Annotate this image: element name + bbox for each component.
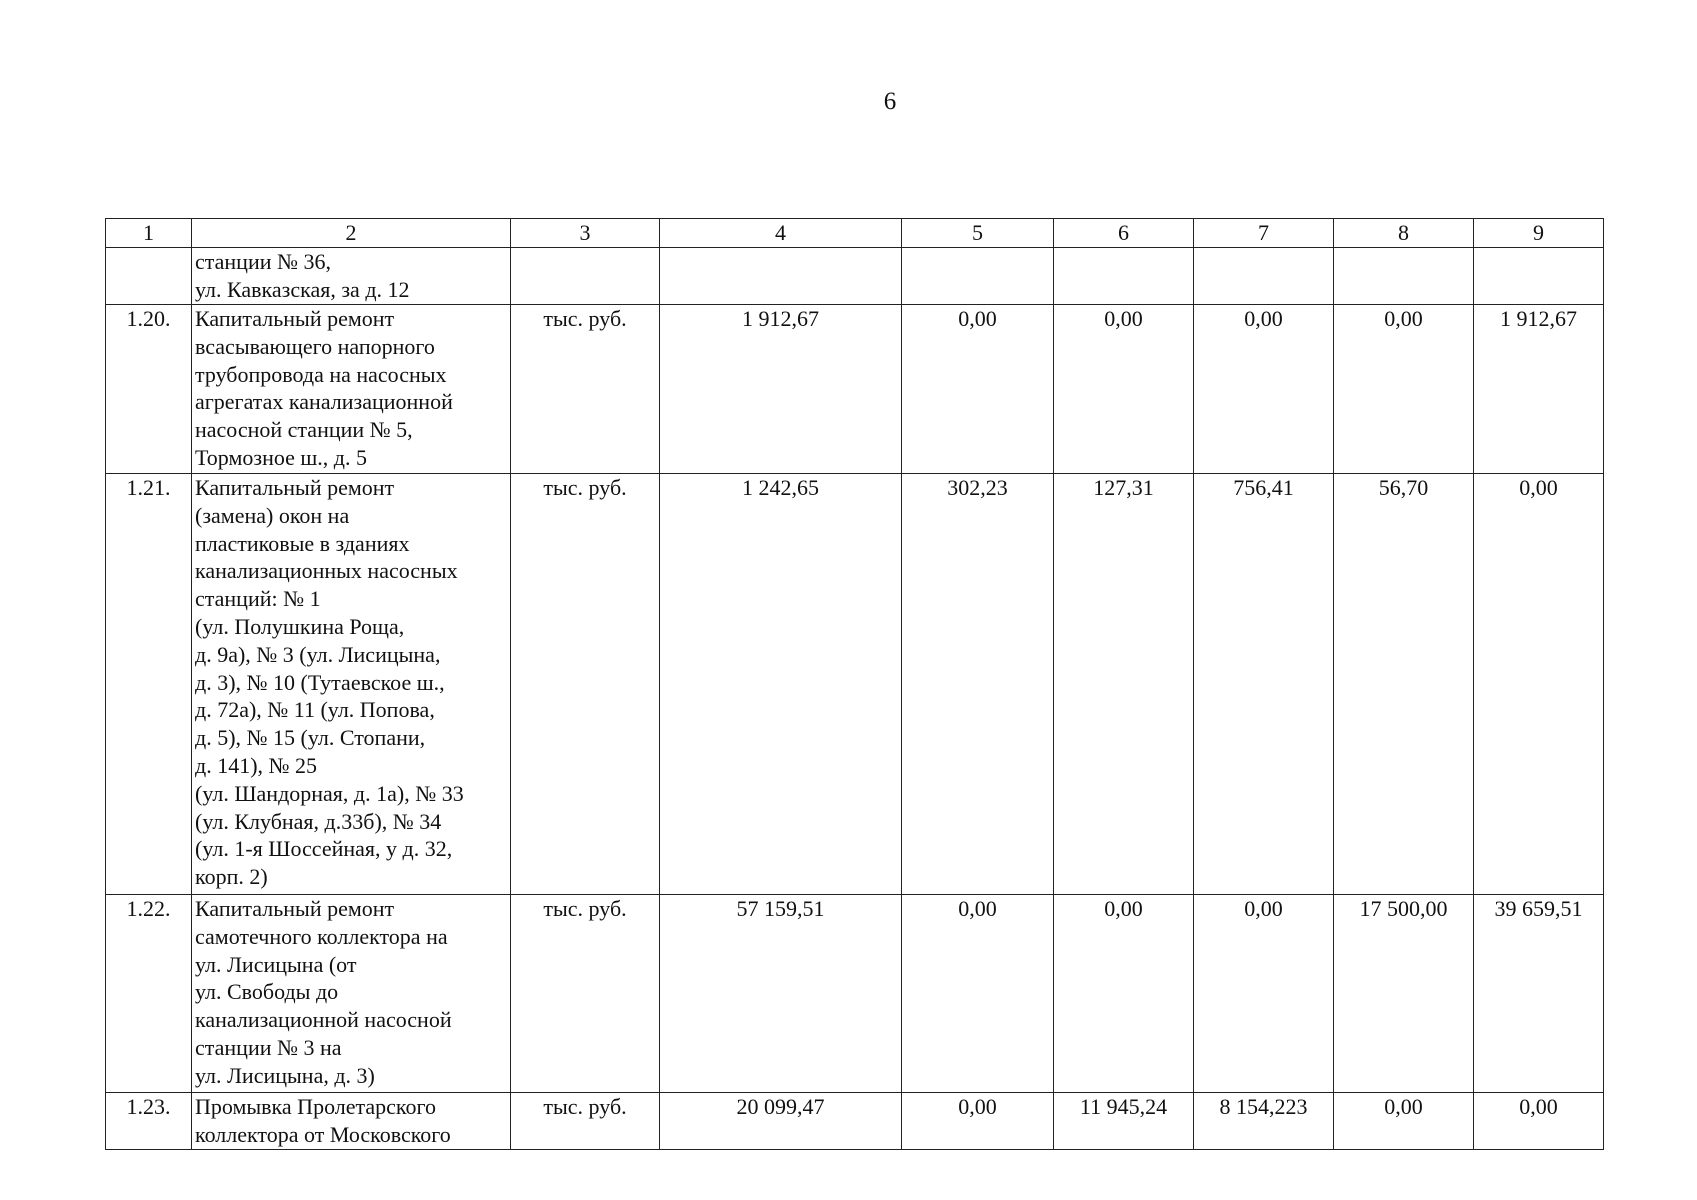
row-value: 0,00 (1194, 305, 1334, 474)
row-number: 1.20. (106, 305, 192, 474)
column-header: 3 (511, 219, 660, 248)
row-number: 1.21. (106, 474, 192, 895)
row-number: 1.23. (106, 1093, 192, 1150)
row-value: 302,23 (902, 474, 1054, 895)
row-value (1054, 248, 1194, 305)
row-value: 17 500,00 (1334, 895, 1474, 1093)
row-value: 1 912,67 (660, 305, 902, 474)
row-value: 756,41 (1194, 474, 1334, 895)
row-value (1194, 248, 1334, 305)
row-value (1474, 248, 1604, 305)
column-header: 5 (902, 219, 1054, 248)
row-value: 0,00 (1054, 305, 1194, 474)
row-value: 0,00 (1334, 305, 1474, 474)
row-unit: тыс. руб. (511, 1093, 660, 1150)
budget-table (105, 218, 1604, 1150)
row-value: 39 659,51 (1474, 895, 1604, 1093)
row-value: 0,00 (1054, 895, 1194, 1093)
row-number (106, 248, 192, 305)
column-header: 4 (660, 219, 902, 248)
row-value (660, 248, 902, 305)
row-value: 8 154,223 (1194, 1093, 1334, 1150)
row-value: 0,00 (1194, 895, 1334, 1093)
row-description: Капитальный ремонт самотечного коллектора на ул. Лисицына (от ул. Свободы до канализационной насосной станции № 3 на ул. Лисицына, д. 3) (192, 895, 511, 1093)
row-value: 0,00 (902, 1093, 1054, 1150)
table-row (106, 1093, 1604, 1150)
row-value: 0,00 (902, 895, 1054, 1093)
row-unit: тыс. руб. (511, 474, 660, 895)
row-unit: тыс. руб. (511, 895, 660, 1093)
row-value (1334, 248, 1474, 305)
row-number: 1.22. (106, 895, 192, 1093)
row-value: 56,70 (1334, 474, 1474, 895)
row-description: Капитальный ремонт (замена) окон на пластиковые в зданиях канализационных насосных станций: № 1 (ул. Полушкина Роща, д. 9а), № 3 (ул. Лисицына, д. 3), № 10 (Тутаевское ш., д. 72а), № 11 (ул. Попова, д. 5), № 15 (ул. Стопани, д. 141), № 25 (ул. Шандорная, д. 1а), № 33 (ул. Клубная, д.33б), № 34 (ул. 1-я Шоссейная, у д. 32, корп. 2) (192, 474, 511, 895)
row-unit (511, 248, 660, 305)
column-header: 7 (1194, 219, 1334, 248)
table-row (106, 474, 1604, 895)
row-value: 127,31 (1054, 474, 1194, 895)
table-row (106, 248, 1604, 305)
column-header: 2 (192, 219, 511, 248)
column-header: 6 (1054, 219, 1194, 248)
row-value: 0,00 (1474, 1093, 1604, 1150)
row-value (902, 248, 1054, 305)
column-header: 1 (106, 219, 192, 248)
row-value: 0,00 (1474, 474, 1604, 895)
row-description: станции № 36, ул. Кавказская, за д. 12 (192, 248, 511, 305)
row-value: 20 099,47 (660, 1093, 902, 1150)
page-number: 6 (883, 88, 897, 115)
row-value: 1 242,65 (660, 474, 902, 895)
row-value: 0,00 (1334, 1093, 1474, 1150)
row-value: 1 912,67 (1474, 305, 1604, 474)
row-unit: тыс. руб. (511, 305, 660, 474)
row-value: 11 945,24 (1054, 1093, 1194, 1150)
column-header: 9 (1474, 219, 1604, 248)
table-row (106, 895, 1604, 1093)
row-value: 57 159,51 (660, 895, 902, 1093)
row-value: 0,00 (902, 305, 1054, 474)
row-description: Капитальный ремонт всасывающего напорного трубопровода на насосных агрегатах канализационной насосной станции № 5, Тормозное ш., д. 5 (192, 305, 511, 474)
table-row (106, 305, 1604, 474)
column-header: 8 (1334, 219, 1474, 248)
row-description: Промывка Пролетарского коллектора от Московского (192, 1093, 511, 1150)
table-header-row (106, 219, 1604, 248)
